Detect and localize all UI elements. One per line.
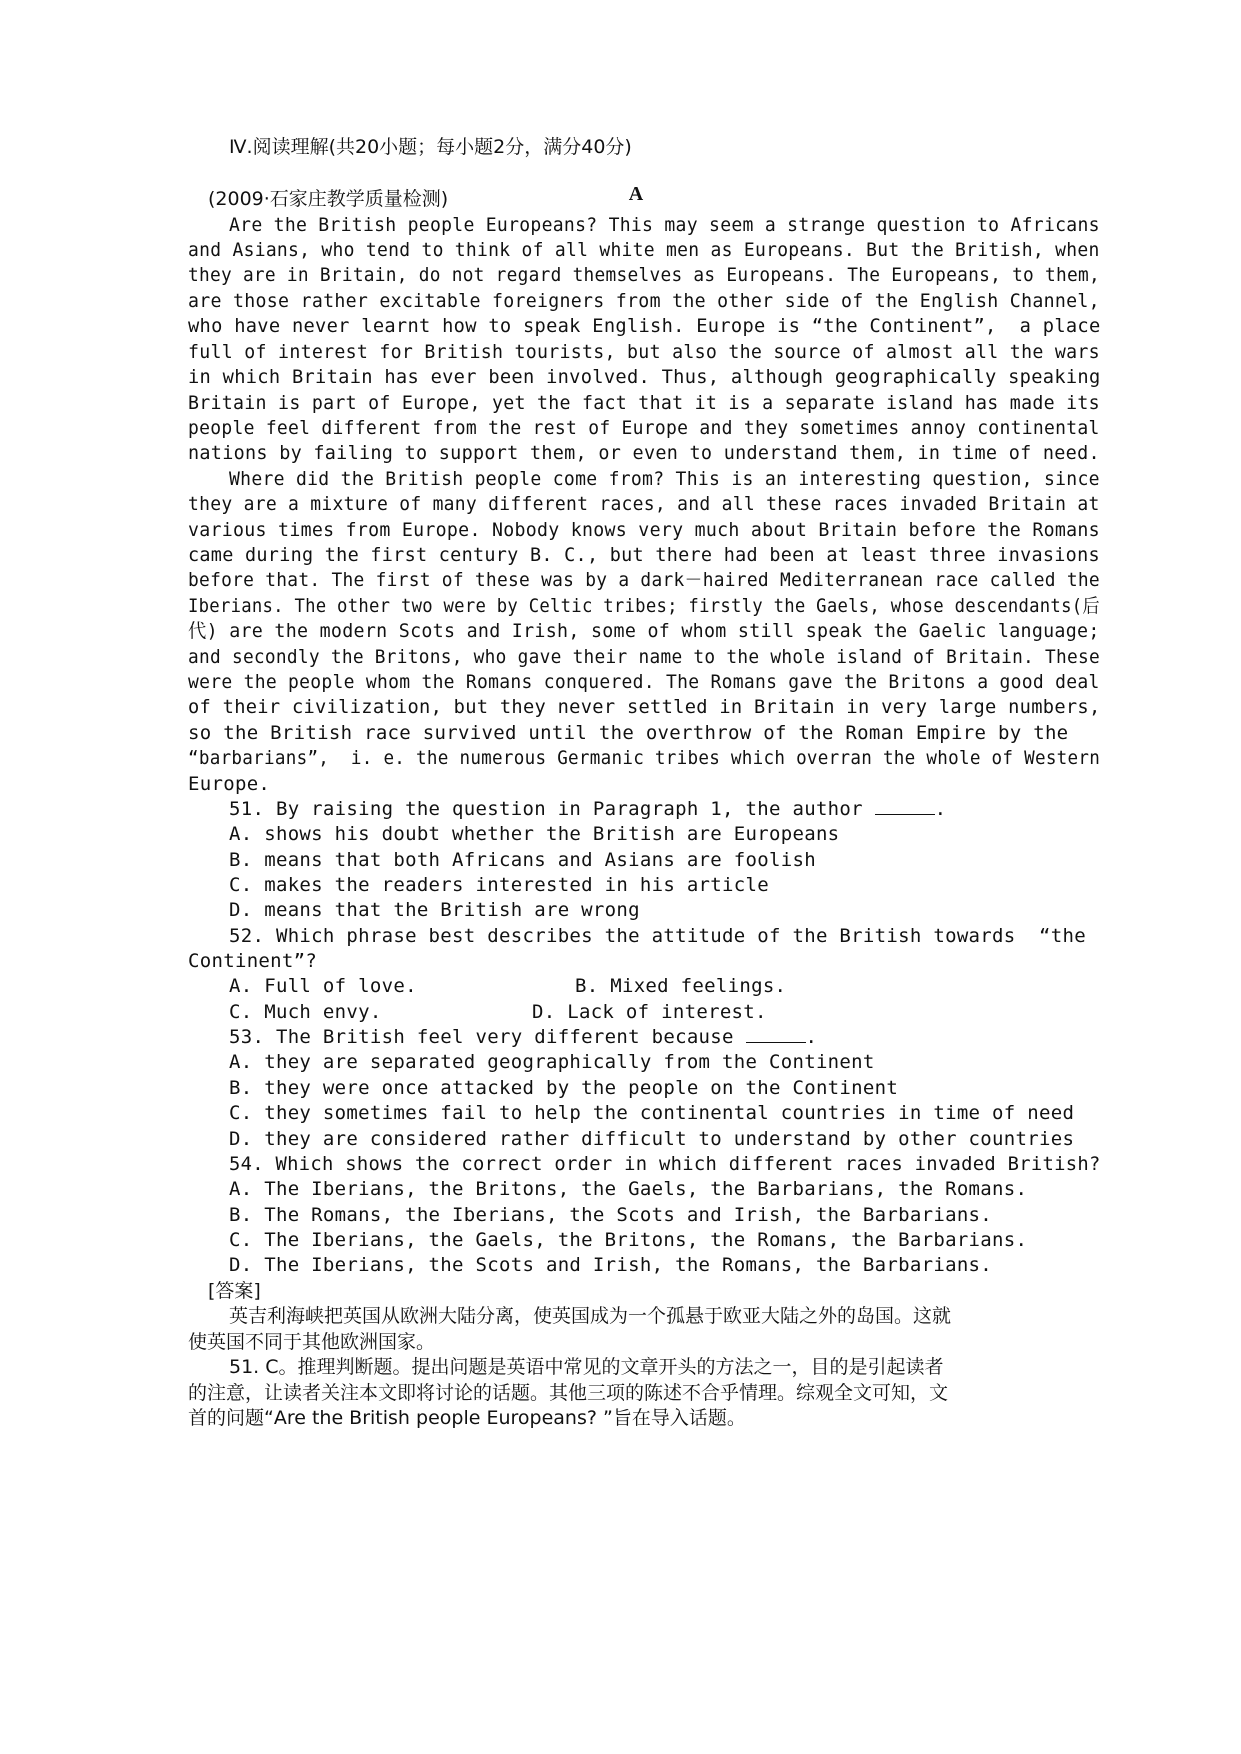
passage-line: people feel different from the rest of Europe and they sometimes annoy continental	[188, 417, 1100, 439]
passage-line: and Asians, who tend to think of all white men as Europeans. But the British, when	[188, 239, 1100, 261]
source-note: (2009·石家庄教学质量检测)	[208, 188, 449, 210]
question-stem: 52. Which phrase best describes the attitude of the British towards “the	[229, 925, 1086, 947]
passage-line: who have never learnt how to speak English. Europe is “the Continent”, a place	[188, 315, 1101, 337]
answer-blank	[875, 798, 935, 815]
explanation-line: 首的问题“Are the British people Europeans? ”旨在导入话题。	[188, 1407, 746, 1429]
option: B. The Romans, the Iberians, the Scots and Irish, the Barbarians.	[229, 1204, 993, 1226]
passage-line: they are a mixture of many different races, and all these races invaded Britain at	[188, 493, 1100, 515]
passage-line: before that. The first of these was by a dark－haired Mediterranean race called the	[188, 569, 1100, 591]
passage-letter: A	[628, 183, 644, 205]
option: B. Mixed feelings.	[575, 975, 787, 997]
passage-line: various times from Europe. Nobody knows very much about Britain before the Romans	[188, 519, 1100, 541]
question-stem-text: 51. By raising the question in Paragraph 1, the author	[229, 798, 863, 820]
explanation-line: 51. C。推理判断题。提出问题是英语中常见的文章开头的方法之一，目的是引起读者	[229, 1356, 944, 1378]
answer-blank	[746, 1026, 806, 1043]
passage-line: so the British race survived until the overthrow of the Roman Empire by the	[188, 722, 1069, 744]
passage-line: are those rather excitable foreigners from the other side of the English Channel,	[188, 290, 1100, 312]
option: C. they sometimes fail to help the continental countries in time of need	[229, 1102, 1075, 1124]
explanation-line: 英吉利海峡把英国从欧洲大陆分离，使英国成为一个孤悬于欧亚大陆之外的岛国。这就	[229, 1305, 952, 1327]
answer-label: [答案]	[208, 1280, 261, 1302]
passage-line: Where did the British people come from? This is an interesting question, since	[229, 468, 1100, 490]
passage-line: they are in Britain, do not regard themselves as Europeans. The Europeans, to them,	[188, 264, 1100, 286]
passage-line: Iberians. The other two were by Celtic tribes; firstly the Gaels, whose descendants(后	[188, 595, 1100, 617]
option: D. they are considered rather difficult to understand by other countries	[229, 1128, 1075, 1150]
passage-line: nations by failing to support them, or even to understand them, in time of need.	[188, 442, 1100, 464]
passage-line: came during the first century B. C., but there had been at least three invasions	[188, 544, 1100, 566]
passage-line: were the people whom the Romans conquered. The Romans gave the Britons a good deal	[188, 671, 1100, 693]
passage-line: in which Britain has ever been involved. Thus, although geographically speaking	[188, 366, 1101, 388]
explanation-line: 的注意，让读者关注本文即将讨论的话题。其他三项的陈述不合乎情理。综观全文可知，文	[188, 1382, 949, 1404]
question-stem-text: 53. The British feel very different because	[229, 1026, 734, 1048]
option: B. they were once attacked by the people on the Continent	[229, 1077, 899, 1099]
question-stem	[229, 795, 946, 823]
question-stem: 54. Which shows the correct order in which different races invaded British?	[229, 1153, 1101, 1175]
passage-line: of their civilization, but they never settled in Britain in very large numbers,	[188, 696, 1101, 718]
option: D. The Iberians, the Scots and Irish, the Romans, the Barbarians.	[229, 1254, 993, 1276]
section-heading: Ⅳ.阅读理解(共20小题；每小题2分，满分40分)	[229, 136, 632, 158]
question-stem-end: .	[934, 798, 947, 820]
passage-line: 代) are the modern Scots and Irish, some of whom still speak the Gaelic language;	[188, 620, 1100, 642]
question-stem-end: .	[805, 1026, 818, 1048]
question-stem-continued: Continent”?	[188, 950, 318, 972]
passage-line: Are the British people Europeans? This may seem a strange question to Africans	[229, 214, 1100, 236]
option: A. shows his doubt whether the British are Europeans	[229, 823, 840, 845]
option: A. Full of love.	[229, 975, 417, 997]
passage-line: Europe.	[188, 773, 271, 795]
option: D. means that the British are wrong	[229, 899, 640, 921]
passage-line: and secondly the Britons, who gave their name to the whole island of Britain. These	[188, 646, 1100, 668]
question-stem	[229, 1023, 817, 1051]
option: D. Lack of interest.	[532, 1001, 767, 1023]
passage-line: Britain is part of Europe, yet the fact that it is a separate island has made its	[188, 392, 1100, 414]
option: C. Much envy.	[229, 1001, 382, 1023]
explanation-line: 使英国不同于其他欧洲国家。	[188, 1331, 436, 1353]
passage-line: “barbarians”, i. e. the numerous Germanic tribes which overran the whole of Western	[188, 747, 1101, 769]
option: A. they are separated geographically from the Continent	[229, 1051, 875, 1073]
passage-line: full of interest for British tourists, but also the source of almost all the wars	[188, 341, 1100, 363]
option: A. The Iberians, the Britons, the Gaels, the Barbarians, the Romans.	[229, 1178, 1028, 1200]
option: C. The Iberians, the Gaels, the Britons, the Romans, the Barbarians.	[229, 1229, 1028, 1251]
option: C. makes the readers interested in his article	[229, 874, 769, 896]
option: B. means that both Africans and Asians are foolish	[229, 849, 816, 871]
